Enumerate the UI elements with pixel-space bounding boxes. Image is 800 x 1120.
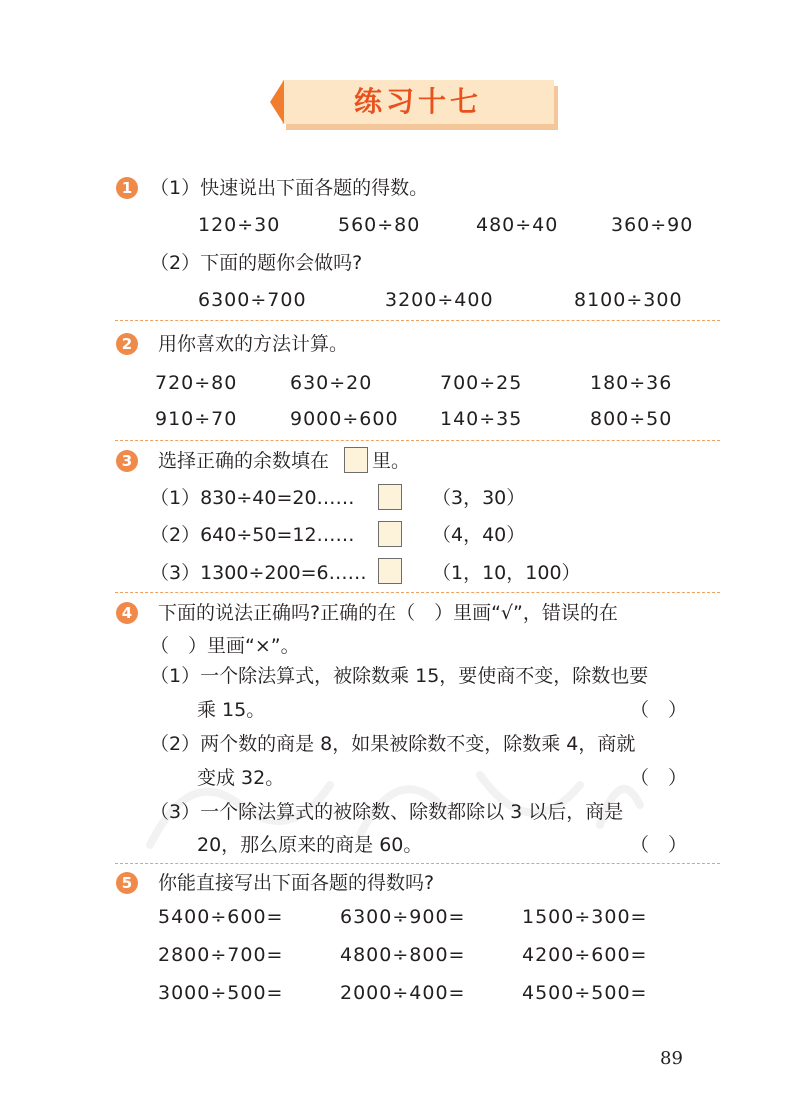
exercise-3-item-label: （3）1300÷200=6…… <box>150 562 367 584</box>
exercise-5-item: 4800÷800= <box>340 944 466 966</box>
exercise-1-item: 6300÷700 <box>198 289 307 311</box>
exercise-2-item: 9000÷600 <box>290 408 399 430</box>
exercise-4-number-badge: 4 <box>116 602 138 624</box>
judgement-blank[interactable]: （ ） <box>630 767 688 789</box>
exercise-5-item: 4500÷500= <box>522 982 648 1004</box>
exercise-4-instruction-line1: 下面的说法正确吗?正确的在（ ）里画“√”，错误的在 <box>158 602 618 624</box>
exercise-4-item-line1: （2）两个数的商是 8，如果被除数不变，除数乘 4，商就 <box>150 733 636 755</box>
exercise-2-item: 720÷80 <box>155 372 238 394</box>
exercise-3-item-options: （3，30） <box>432 487 526 509</box>
exercise-1-item: 3200÷400 <box>385 289 494 311</box>
exercise-4-item-line1: （1）一个除法算式，被除数乘 15，要使商不变，除数也要 <box>150 665 649 687</box>
exercise-5-item: 4200÷600= <box>522 944 648 966</box>
exercise-5-instruction: 你能直接写出下面各题的得数吗? <box>158 872 435 894</box>
exercise-1-part2-label: （2）下面的题你会做吗? <box>150 252 363 274</box>
exercise-5-item: 5400÷600= <box>158 906 284 928</box>
exercise-2-item: 700÷25 <box>440 372 523 394</box>
exercise-2-item: 910÷70 <box>155 408 238 430</box>
exercise-5-number-badge: 5 <box>116 872 138 894</box>
exercise-2-number-badge: 2 <box>116 333 138 355</box>
exercise-5-item: 1500÷300= <box>522 906 648 928</box>
exercise-2-item: 180÷36 <box>590 372 673 394</box>
exercise-2-item: 800÷50 <box>590 408 673 430</box>
exercise-3-item-options: （1，10，100） <box>432 562 581 584</box>
exercise-1-part1-label: （1）快速说出下面各题的得数。 <box>150 177 429 199</box>
exercise-3-item-label: （1）830÷40=20…… <box>150 487 355 509</box>
section-divider <box>115 440 720 441</box>
judgement-blank[interactable]: （ ） <box>630 699 688 721</box>
exercise-3-item-options: （4，40） <box>432 524 526 546</box>
exercise-3-instruction-post: 里。 <box>372 450 411 472</box>
exercise-2-item: 140÷35 <box>440 408 523 430</box>
exercise-3-item-label: （2）640÷50=12…… <box>150 524 355 546</box>
exercise-4-item-line1: （3）一个除法算式的被除数、除数都除以 3 以后，商是 <box>150 801 624 823</box>
remainder-answer-box[interactable] <box>378 558 402 584</box>
exercise-4-item-line2: 乘 15。 <box>197 699 266 721</box>
title-banner <box>270 80 558 130</box>
exercise-1-item: 8100÷300 <box>574 289 683 311</box>
exercise-1-item: 560÷80 <box>338 214 421 236</box>
section-divider <box>115 863 720 864</box>
remainder-answer-box[interactable] <box>378 521 402 547</box>
remainder-answer-box[interactable] <box>378 484 402 510</box>
judgement-blank[interactable]: （ ） <box>630 834 688 856</box>
exercise-2-item: 630÷20 <box>290 372 373 394</box>
page-number: 89 <box>660 1048 683 1069</box>
exercise-3-instruction-pre: 选择正确的余数填在 <box>158 450 330 472</box>
page-title: 练习十七 <box>353 85 482 118</box>
exercise-4-item-line2: 变成 32。 <box>197 767 285 789</box>
exercise-5-item: 3000÷500= <box>158 982 284 1004</box>
section-divider <box>115 320 720 321</box>
exercise-5-item: 2800÷700= <box>158 944 284 966</box>
section-divider <box>115 592 720 593</box>
exercise-1-item: 120÷30 <box>198 214 281 236</box>
exercise-2-instruction: 用你喜欢的方法计算。 <box>158 333 349 355</box>
exercise-1-item: 360÷90 <box>611 214 694 236</box>
exercise-1-number-badge: 1 <box>116 177 138 199</box>
exercise-5-item: 2000÷400= <box>340 982 466 1004</box>
exercise-5-item: 6300÷900= <box>340 906 466 928</box>
exercise-1-item: 480÷40 <box>476 214 559 236</box>
exercise-4-item-line2: 20，那么原来的商是 60。 <box>197 834 423 856</box>
exercise-3-number-badge: 3 <box>116 450 138 472</box>
exercise-4-instruction-line2: （ ）里画“×”。 <box>150 635 300 657</box>
example-answer-box <box>344 447 368 473</box>
